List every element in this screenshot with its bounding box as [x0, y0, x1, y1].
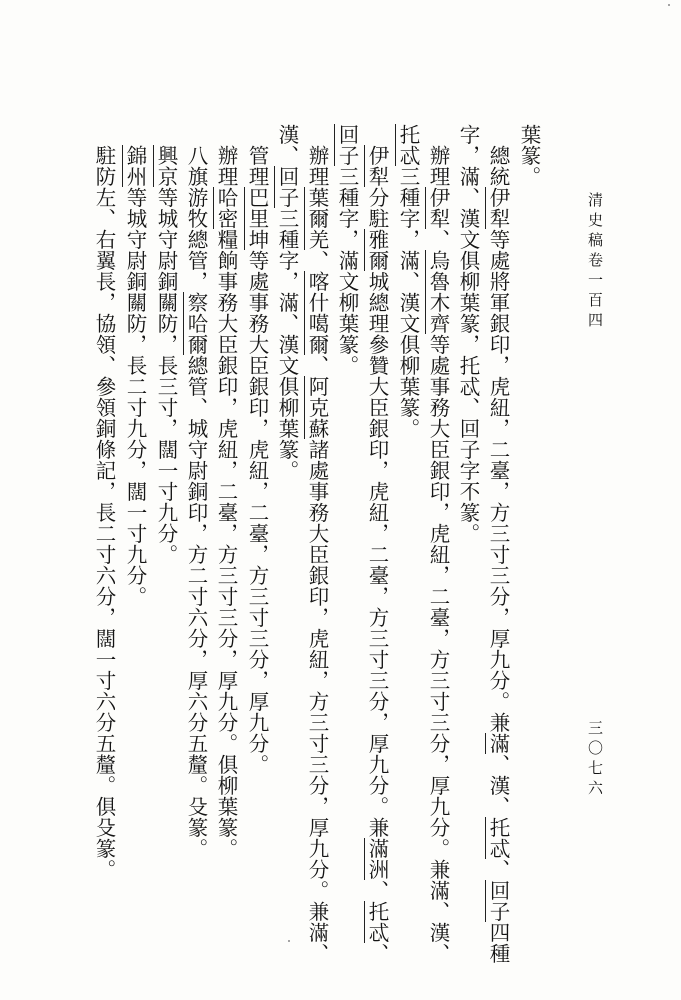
text-segment: 駐防左、右翼長，協領、參領銅條記，長二寸六分，闊一寸六分五釐。 [92, 124, 116, 796]
proper-name: 托忒 [486, 817, 510, 859]
proper-name: 察哈爾 [184, 292, 208, 355]
text-segment: 管理 [245, 124, 269, 187]
text-segment: 城總理參贊大臣銀印，虎紐，二臺，方三寸三分，厚九分。 [365, 271, 389, 817]
text-segment: 等處事務大臣銀印，虎紐，二臺，方三寸三分，厚九分。 [426, 334, 450, 859]
text-segment: 八旗游牧總管， [184, 124, 208, 292]
proper-name: 巴里坤 [245, 187, 269, 250]
text-column [333, 124, 361, 376]
text-column [182, 124, 210, 859]
proper-name: 回子 [335, 124, 359, 166]
text-column [515, 124, 543, 187]
text-segment: 總統 [486, 124, 510, 187]
text-segment: 兼 [365, 817, 389, 838]
text-segment: 俱柳葉篆。 [214, 754, 238, 859]
text-segment: 等城守尉銅關防，長三寸，闊一寸九分。 [154, 187, 178, 565]
proper-name: 葉爾羌 [305, 187, 329, 250]
proper-name: 伊犁 [486, 187, 510, 229]
text-segment: 三種字，滿文柳葉篆。 [335, 166, 359, 376]
page-number: 三〇七六 [586, 720, 604, 800]
text-column [454, 124, 482, 544]
text-column [484, 124, 512, 964]
text-column [212, 124, 240, 859]
text-segment: 等處將軍銀印，虎紐，二臺，方三寸三分，厚九分。 [486, 229, 510, 712]
proper-name: 伊犁 [426, 187, 450, 229]
proper-name: 烏魯木齊 [426, 250, 450, 334]
text-segment: 、漢、 [486, 754, 510, 817]
proper-name: 阿克蘇 [305, 376, 329, 439]
text-segment: 漢、 [275, 124, 299, 166]
text-segment: 等處事務大臣銀印，虎紐，二臺，方三寸三分，厚九分。 [245, 250, 269, 775]
text-column [394, 124, 422, 439]
text-segment: 總管、城守尉銅印，方二寸六分，厚六分五釐。 [184, 355, 208, 796]
text-column [243, 124, 271, 775]
text-segment: 三種字，滿、漢文俱柳葉篆。 [396, 166, 420, 439]
text-segment: 糧餉事務大臣銀印，虎紐，二臺，方三寸三分，厚九分。 [214, 229, 238, 754]
text-segment: 葉篆。 [517, 124, 541, 187]
text-column [90, 124, 118, 880]
proper-name: 托忒 [365, 901, 389, 943]
text-segment: 、 [426, 229, 450, 250]
text-segment [123, 124, 147, 145]
speck-mark [288, 940, 290, 942]
text-segment [154, 124, 178, 145]
proper-name: 滿洲 [365, 838, 389, 880]
proper-name: 伊犁 [365, 145, 389, 187]
proper-name: 興京 [154, 145, 178, 187]
text-column [363, 124, 391, 964]
proper-name: 雅爾 [365, 229, 389, 271]
text-segment: 諸處事務大臣銀印，虎紐，方三寸三分，厚九分。 [305, 439, 329, 901]
text-segment: 、 [365, 943, 389, 964]
proper-name: 回子 [275, 166, 299, 208]
text-segment: 兼滿、 [305, 901, 329, 964]
proper-name: 哈密 [214, 187, 238, 229]
text-segment: 、 [305, 355, 329, 376]
text-column [424, 124, 452, 964]
text-segment: 殳篆。 [184, 796, 208, 859]
text-segment: 分駐 [365, 187, 389, 229]
text-segment: 、 [305, 250, 329, 271]
proper-name: 滿 [486, 733, 510, 754]
proper-name: 錦州 [123, 145, 147, 187]
text-segment [365, 124, 389, 145]
text-column [303, 124, 331, 964]
text-segment: 、 [486, 859, 510, 880]
text-segment: 四種 [486, 922, 510, 964]
text-segment: 等城守尉銅關防，長二寸九分，闊一寸九分。 [123, 187, 147, 607]
text-segment: 兼 [486, 712, 510, 733]
text-segment: 三種字，滿、漢文俱柳葉篆。 [275, 208, 299, 481]
text-segment: 辦理 [214, 124, 238, 187]
text-segment: 字，滿、漢文俱柳葉篆，托忒、回子字不篆。 [456, 124, 480, 544]
text-column [121, 124, 149, 607]
text-segment: 辦理 [426, 124, 450, 187]
text-column [152, 124, 180, 565]
text-column [273, 124, 301, 481]
text-segment: 兼滿、漢、 [426, 859, 450, 964]
speck-mark [668, 4, 670, 6]
proper-name: 托忒 [396, 124, 420, 166]
book-title: 清史稿卷一百四 [586, 192, 604, 332]
proper-name: 喀什噶爾 [305, 271, 329, 355]
text-segment: 、 [365, 880, 389, 901]
text-segment: 俱殳篆。 [92, 796, 116, 880]
proper-name: 回子 [486, 880, 510, 922]
text-segment: 辦理 [305, 124, 329, 187]
